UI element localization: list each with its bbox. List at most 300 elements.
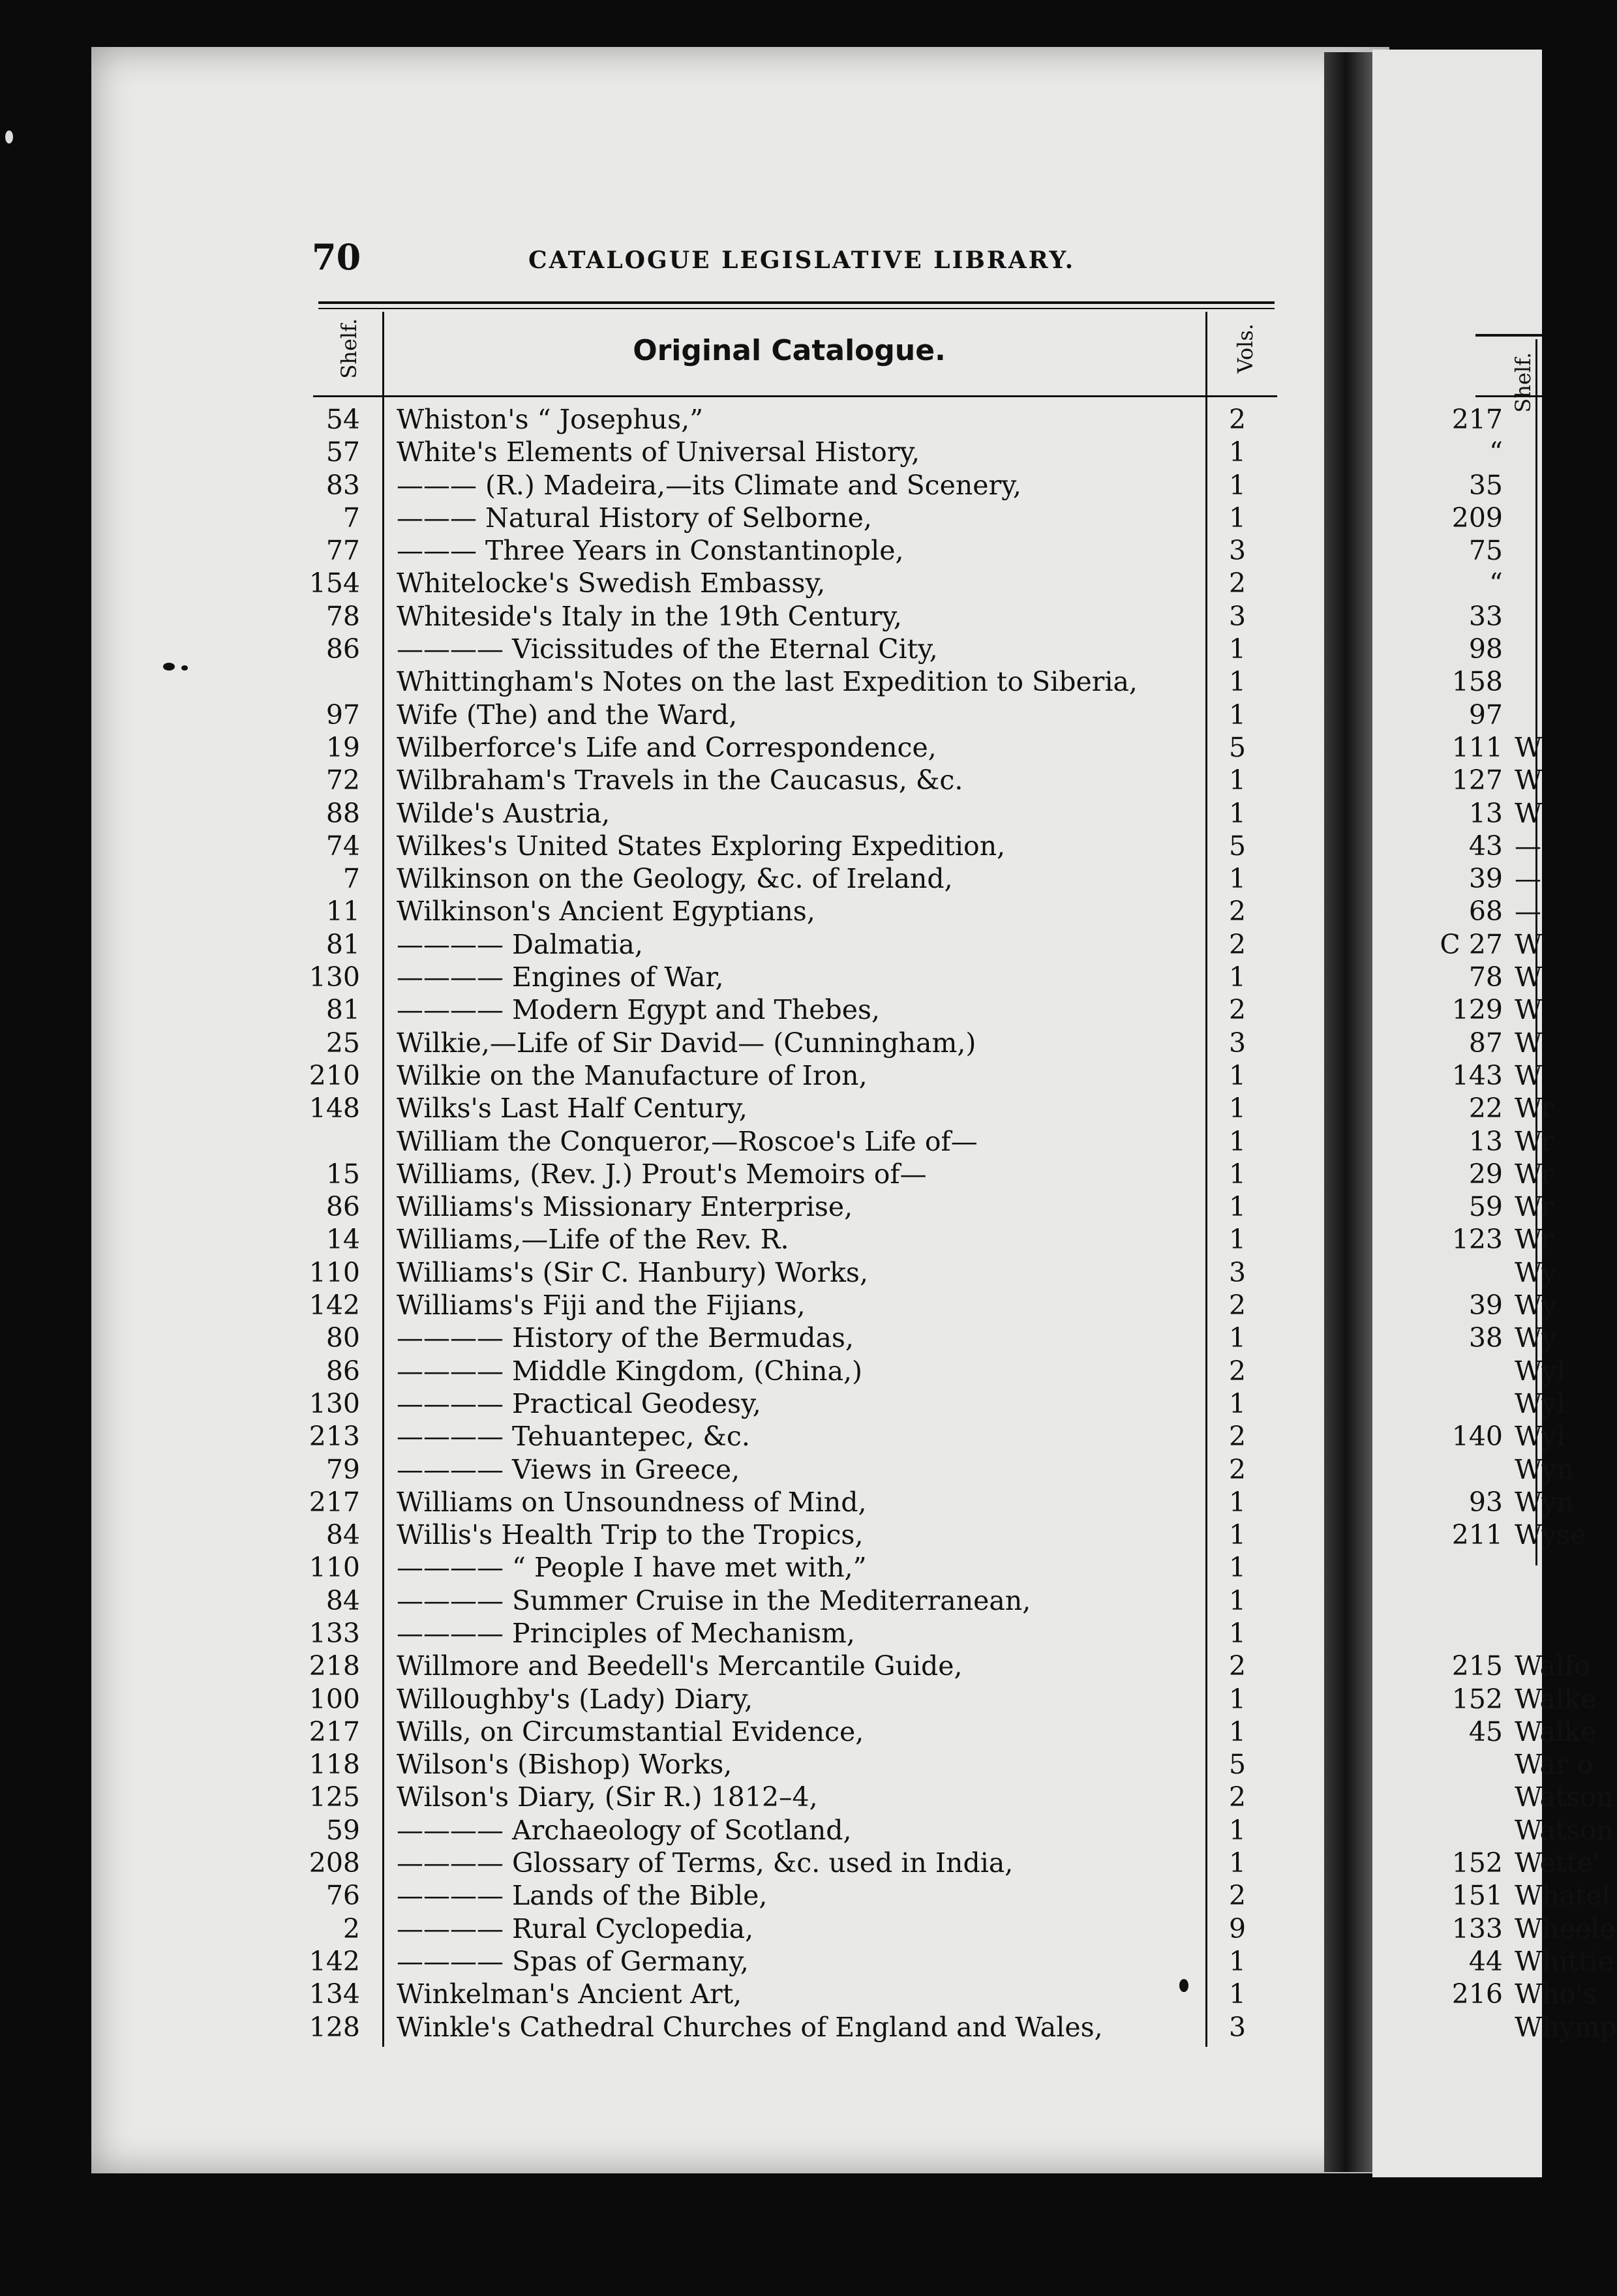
shelf-number: 14 bbox=[325, 1224, 360, 1256]
entry-row bbox=[0, 1289, 1324, 1322]
shelf-number: 148 bbox=[309, 1093, 360, 1125]
entry-title: ———— Principles of Mechanism, bbox=[397, 1617, 855, 1649]
facing-title-fragment: Whatel bbox=[1515, 1880, 1610, 1912]
entry-row bbox=[0, 1683, 1324, 1715]
facing-title-fragment: Wyn bbox=[1515, 1453, 1574, 1485]
entry-title: ———— “ People I have met with,” bbox=[397, 1552, 867, 1584]
facing-title-fragment: Wyl bbox=[1515, 1421, 1565, 1453]
facing-row bbox=[1372, 633, 1542, 665]
volume-count: 1 bbox=[1228, 1224, 1247, 1256]
entry-title: Wills, on Circumstantial Evidence, bbox=[397, 1715, 864, 1747]
facing-shelf-number: 127 bbox=[1451, 764, 1503, 796]
shelf-number: 80 bbox=[325, 1322, 360, 1354]
facing-title-fragment: Wyl bbox=[1515, 1355, 1565, 1387]
facing-shelf-number: 217 bbox=[1451, 404, 1503, 435]
volume-count: 1 bbox=[1228, 1978, 1247, 2010]
shelf-number: 7 bbox=[342, 502, 360, 534]
facing-shelf-number: C 27 bbox=[1440, 928, 1503, 960]
facing-shelf-number: 215 bbox=[1451, 1650, 1503, 1682]
shelf-column-header: Shelf. bbox=[337, 318, 361, 379]
facing-shelf-number: 143 bbox=[1451, 1059, 1503, 1091]
entry-title: Wilks's Last Half Century, bbox=[397, 1093, 748, 1125]
facing-row bbox=[1372, 665, 1542, 698]
entry-row bbox=[0, 469, 1324, 502]
shelf-number: 57 bbox=[325, 436, 360, 468]
volume-count: 1 bbox=[1228, 469, 1247, 501]
facing-row bbox=[1372, 797, 1542, 830]
entry-row bbox=[0, 436, 1324, 468]
entry-title: Wilkie on the Manufacture of Iron, bbox=[397, 1059, 868, 1091]
entry-title: ———— Views in Greece, bbox=[397, 1453, 740, 1485]
facing-shelf-number: 38 bbox=[1468, 1322, 1503, 1354]
entry-title: Whiteside's Italy in the 19th Century, bbox=[397, 600, 902, 632]
entry-title: Wife (The) and the Ward, bbox=[397, 699, 738, 731]
volume-count: 3 bbox=[1228, 1256, 1247, 1288]
facing-title-fragment: Walfo bbox=[1515, 1650, 1590, 1682]
shelf-number: 130 bbox=[309, 961, 360, 993]
shelf-number: 86 bbox=[325, 1191, 360, 1223]
facing-row bbox=[1372, 1486, 1574, 1518]
entry-row bbox=[0, 1256, 1324, 1289]
facing-row bbox=[1372, 1125, 1554, 1158]
entry-title: Wilson's Diary, (Sir R.) 1812–4, bbox=[397, 1781, 818, 1813]
facing-row bbox=[1372, 436, 1542, 468]
entry-row bbox=[0, 1650, 1324, 1682]
entry-row bbox=[0, 993, 1324, 1026]
volume-count: 1 bbox=[1228, 863, 1247, 895]
facing-shelf-number: 152 bbox=[1451, 1683, 1503, 1715]
entry-title: Wilberforce's Life and Correspondence, bbox=[397, 731, 937, 763]
facing-shelf-number: 78 bbox=[1468, 961, 1503, 993]
volume-count: 1 bbox=[1228, 1519, 1247, 1551]
entry-title: ———— Practical Geodesy, bbox=[397, 1387, 761, 1419]
facing-shelf-number: 13 bbox=[1468, 1125, 1503, 1157]
facing-row bbox=[1372, 1847, 1601, 1879]
facing-shelf-number: 13 bbox=[1468, 797, 1503, 829]
facing-title-fragment: Wr bbox=[1515, 1191, 1554, 1223]
facing-row bbox=[1372, 830, 1542, 862]
ink-speck bbox=[181, 665, 188, 671]
volume-count: 1 bbox=[1228, 699, 1247, 731]
shelf-number: 74 bbox=[325, 830, 360, 862]
facing-shelf-number: 33 bbox=[1468, 600, 1503, 632]
shelf-number: 15 bbox=[325, 1158, 360, 1190]
facing-title-fragment: Wr bbox=[1515, 1125, 1554, 1157]
volume-count: 1 bbox=[1228, 1322, 1247, 1354]
facing-shelf-number: 123 bbox=[1451, 1224, 1503, 1256]
top-double-rule-1 bbox=[318, 301, 1275, 304]
ink-speck bbox=[1179, 1979, 1188, 1992]
facing-shelf-number: 97 bbox=[1468, 699, 1503, 731]
facing-row bbox=[1372, 1027, 1542, 1059]
volume-count: 1 bbox=[1228, 502, 1247, 534]
facing-row bbox=[1372, 2011, 1617, 2044]
volume-count: 1 bbox=[1228, 1125, 1247, 1157]
shelf-number: 110 bbox=[309, 1552, 360, 1584]
volume-count: 5 bbox=[1228, 1749, 1247, 1781]
entry-row bbox=[0, 665, 1324, 698]
entry-row bbox=[0, 895, 1324, 928]
entry-title: Williams's Fiji and the Fijians, bbox=[397, 1290, 806, 1322]
volume-count: 1 bbox=[1228, 1486, 1247, 1518]
facing-row bbox=[1372, 1650, 1590, 1682]
volume-count: 1 bbox=[1228, 797, 1247, 829]
facing-row bbox=[1372, 895, 1542, 928]
volume-count: 2 bbox=[1228, 1880, 1247, 1912]
facing-shelf-number: 93 bbox=[1468, 1486, 1503, 1518]
facing-title-fragment: Walke bbox=[1515, 1683, 1597, 1715]
facing-title-fragment: W bbox=[1515, 764, 1543, 796]
entry-row bbox=[0, 633, 1324, 665]
entry-row bbox=[0, 1584, 1324, 1617]
volume-count: 1 bbox=[1228, 1617, 1247, 1649]
facing-title-fragment: W bbox=[1515, 928, 1543, 960]
facing-title-fragment: Wy bbox=[1515, 1322, 1557, 1354]
entry-row bbox=[0, 1617, 1324, 1650]
volume-count: 2 bbox=[1228, 404, 1247, 435]
volume-count: 3 bbox=[1228, 600, 1247, 632]
running-head: CATALOGUE LEGISLATIVE LIBRARY. bbox=[528, 247, 1076, 274]
facing-title-fragment: Wyse bbox=[1515, 1519, 1586, 1551]
entry-title: Williams's Missionary Enterprise, bbox=[397, 1191, 853, 1223]
facing-row bbox=[1372, 1387, 1565, 1420]
facing-shelf-number: 45 bbox=[1468, 1715, 1503, 1747]
volume-count: 1 bbox=[1228, 666, 1247, 698]
entry-title: Williams,—Life of the Rev. R. bbox=[397, 1224, 789, 1256]
entry-row bbox=[0, 1879, 1324, 1912]
shelf-number: 97 bbox=[325, 699, 360, 731]
facing-title-fragment: Wheele bbox=[1515, 1912, 1616, 1944]
entry-row bbox=[0, 1551, 1324, 1584]
volume-count: 2 bbox=[1228, 1650, 1247, 1682]
facing-row bbox=[1372, 469, 1542, 502]
shelf-number: 133 bbox=[309, 1617, 360, 1649]
shelf-number: 210 bbox=[309, 1059, 360, 1091]
volume-count: 1 bbox=[1228, 1158, 1247, 1190]
volume-count: 1 bbox=[1228, 961, 1247, 993]
facing-shelf-number: 68 bbox=[1468, 896, 1503, 928]
facing-shelf-number: “ bbox=[1489, 567, 1503, 599]
facing-row bbox=[1372, 502, 1542, 534]
volume-count: 1 bbox=[1228, 1584, 1247, 1616]
volume-count: 5 bbox=[1228, 731, 1247, 763]
facing-title-fragment: Wy bbox=[1515, 1290, 1557, 1322]
facing-row bbox=[1372, 1289, 1557, 1322]
shelf-number: 54 bbox=[325, 404, 360, 435]
entry-row bbox=[0, 1355, 1324, 1387]
volume-count: 3 bbox=[1228, 1027, 1247, 1059]
facing-title-fragment: W bbox=[1515, 1059, 1543, 1091]
facing-title-fragment: Who's bbox=[1515, 1978, 1597, 2010]
volume-count: 1 bbox=[1228, 633, 1247, 665]
volume-count: 2 bbox=[1228, 928, 1247, 960]
shelf-number: 128 bbox=[309, 2011, 360, 2043]
shelf-number: 72 bbox=[325, 764, 360, 796]
shelf-number: 59 bbox=[325, 1814, 360, 1846]
entry-title: Whitelocke's Swedish Embassy, bbox=[397, 567, 826, 599]
ink-speck bbox=[163, 663, 175, 671]
facing-row bbox=[1372, 1617, 1542, 1650]
facing-row bbox=[1372, 1978, 1597, 2010]
shelf-number: 213 bbox=[309, 1421, 360, 1453]
facing-row bbox=[1372, 1158, 1554, 1190]
shelf-number: 208 bbox=[309, 1847, 360, 1879]
volume-count: 2 bbox=[1228, 1453, 1247, 1485]
facing-row bbox=[1372, 1453, 1574, 1486]
top-double-rule-2 bbox=[318, 308, 1275, 309]
catalogue-entries bbox=[0, 403, 1324, 2044]
book-gutter bbox=[1324, 52, 1372, 2172]
entry-row bbox=[0, 1814, 1324, 1847]
facing-row bbox=[1372, 993, 1542, 1026]
facing-shelf-number: 216 bbox=[1451, 1978, 1503, 2010]
volume-count: 1 bbox=[1228, 1683, 1247, 1715]
facing-row bbox=[1372, 928, 1542, 961]
facing-row bbox=[1372, 1551, 1542, 1584]
header-bottom-rule bbox=[313, 395, 1277, 397]
facing-title-fragment: W bbox=[1515, 961, 1543, 993]
shelf-number: 2 bbox=[342, 1912, 360, 1944]
facing-row bbox=[1372, 1322, 1557, 1354]
entry-row bbox=[0, 928, 1324, 961]
facing-row bbox=[1372, 961, 1542, 993]
facing-shelf-number: 59 bbox=[1468, 1191, 1503, 1223]
entry-row bbox=[0, 1453, 1324, 1486]
facing-row bbox=[1372, 1420, 1565, 1453]
facing-row bbox=[1372, 1945, 1614, 1978]
facing-shelf-number: 152 bbox=[1451, 1847, 1503, 1879]
facing-title-fragment: W bbox=[1515, 797, 1543, 829]
entry-title: Wilkinson's Ancient Egyptians, bbox=[397, 896, 815, 928]
page-number: 70 bbox=[312, 236, 361, 278]
entry-title: Willmore and Beedell's Mercantile Guide, bbox=[397, 1650, 963, 1682]
volume-count: 2 bbox=[1228, 1355, 1247, 1387]
entry-title: ———— Rural Cyclopedia, bbox=[397, 1912, 754, 1944]
entry-title: William the Conqueror,—Roscoe's Life of— bbox=[397, 1125, 978, 1157]
shelf-number: 118 bbox=[309, 1749, 360, 1781]
entry-row bbox=[0, 1748, 1324, 1781]
facing-row bbox=[1372, 403, 1542, 436]
volume-count: 2 bbox=[1228, 1290, 1247, 1322]
facing-row bbox=[1372, 1814, 1614, 1847]
entry-row bbox=[0, 731, 1324, 764]
facing-title-fragment: — bbox=[1515, 863, 1541, 895]
facing-shelf-number: 140 bbox=[1451, 1421, 1503, 1453]
vols-column-header: Vols. bbox=[1233, 324, 1258, 374]
shelf-number: 142 bbox=[309, 1290, 360, 1322]
shelf-number: 81 bbox=[325, 994, 360, 1026]
facing-title-fragment: War o bbox=[1515, 1749, 1594, 1781]
shelf-number: 25 bbox=[325, 1027, 360, 1059]
entry-title: Williams on Unsoundness of Mind, bbox=[397, 1486, 867, 1518]
facing-shelf-number: “ bbox=[1489, 436, 1503, 468]
entry-title: Wilde's Austria, bbox=[397, 797, 611, 829]
entry-title: ———— Modern Egypt and Thebes, bbox=[397, 994, 881, 1026]
entry-title: Winkelman's Ancient Art, bbox=[397, 1978, 742, 2010]
entry-row bbox=[0, 830, 1324, 862]
shelf-number: 217 bbox=[309, 1715, 360, 1747]
volume-count: 9 bbox=[1228, 1912, 1247, 1944]
facing-shelf-number: 22 bbox=[1468, 1093, 1503, 1125]
facing-title-fragment: W bbox=[1515, 994, 1543, 1026]
shelf-number: 77 bbox=[325, 535, 360, 567]
shelf-number: 100 bbox=[309, 1683, 360, 1715]
facing-shelf-number: 44 bbox=[1468, 1945, 1503, 1977]
entry-row bbox=[0, 1715, 1324, 1748]
facing-title-fragment: Wyn bbox=[1515, 1486, 1574, 1518]
facing-title-fragment: W bbox=[1515, 1027, 1543, 1059]
entry-row bbox=[0, 1322, 1324, 1354]
entry-row bbox=[0, 1420, 1324, 1453]
volume-count: 3 bbox=[1228, 535, 1247, 567]
volume-count: 1 bbox=[1228, 1945, 1247, 1977]
facing-shelf-header: Shelf. bbox=[1511, 352, 1535, 413]
volume-count: 2 bbox=[1228, 994, 1247, 1026]
facing-row bbox=[1372, 1059, 1542, 1092]
facing-title-fragment: — bbox=[1515, 830, 1541, 862]
entry-title: ———— Engines of War, bbox=[397, 961, 724, 993]
entry-title: ———— Archaeology of Scotland, bbox=[397, 1814, 852, 1846]
volume-count: 2 bbox=[1228, 567, 1247, 599]
shelf-number: 81 bbox=[325, 928, 360, 960]
entry-row bbox=[0, 502, 1324, 534]
volume-count: 1 bbox=[1228, 764, 1247, 796]
entry-title: ——— (R.) Madeira,—its Climate and Scenery, bbox=[397, 469, 1021, 501]
shelf-number: 84 bbox=[325, 1519, 360, 1551]
table-title: Original Catalogue. bbox=[633, 334, 946, 367]
entry-row bbox=[0, 1912, 1324, 1945]
volume-count: 1 bbox=[1228, 1552, 1247, 1584]
shelf-number: 154 bbox=[309, 567, 360, 599]
volume-count: 1 bbox=[1228, 1059, 1247, 1091]
entry-title: ———— Summer Cruise in the Mediterranean, bbox=[397, 1584, 1031, 1616]
entry-row bbox=[0, 2011, 1324, 2044]
facing-shelf-number: 209 bbox=[1451, 502, 1503, 534]
shelf-number: 110 bbox=[309, 1256, 360, 1288]
facing-title-fragment: Wette' bbox=[1515, 1847, 1601, 1879]
facing-row bbox=[1372, 1912, 1616, 1945]
facing-row bbox=[1372, 1223, 1554, 1256]
entry-title: Williams, (Rev. J.) Prout's Memoirs of— bbox=[397, 1158, 927, 1190]
entry-title: Williams's (Sir C. Hanbury) Works, bbox=[397, 1256, 868, 1288]
entry-title: Winkle's Cathedral Churches of England and Wales, bbox=[397, 2011, 1103, 2043]
facing-shelf-number: 211 bbox=[1451, 1519, 1503, 1551]
entry-title: ———— Vicissitudes of the Eternal City, bbox=[397, 633, 938, 665]
volume-count: 2 bbox=[1228, 896, 1247, 928]
facing-row bbox=[1372, 1518, 1586, 1551]
entry-title: Wilkie,—Life of Sir David— (Cunningham,) bbox=[397, 1027, 976, 1059]
facing-title-fragment: Whymp bbox=[1515, 2011, 1617, 2043]
facing-row bbox=[1372, 1256, 1557, 1289]
shelf-number: 7 bbox=[342, 863, 360, 895]
entry-row bbox=[0, 1781, 1324, 1813]
facing-shelf-number: 43 bbox=[1468, 830, 1503, 862]
shelf-number: 79 bbox=[325, 1453, 360, 1485]
entry-row bbox=[0, 1125, 1324, 1158]
volume-count: 1 bbox=[1228, 1847, 1247, 1879]
entry-title: ———— Spas of Germany, bbox=[397, 1945, 749, 1977]
entry-row bbox=[0, 1223, 1324, 1256]
entry-row bbox=[0, 403, 1324, 436]
entry-title: Whiston's “ Josephus,” bbox=[397, 404, 704, 435]
facing-shelf-number: 158 bbox=[1451, 666, 1503, 698]
entry-row bbox=[0, 600, 1324, 633]
entry-row bbox=[0, 699, 1324, 731]
facing-shelf-number: 129 bbox=[1451, 994, 1503, 1026]
facing-row bbox=[1372, 1748, 1594, 1781]
facing-title-fragment: Wyl bbox=[1515, 1387, 1565, 1419]
facing-row bbox=[1372, 1190, 1554, 1223]
volume-count: 3 bbox=[1228, 2011, 1247, 2043]
ink-speck bbox=[5, 130, 13, 144]
facing-top-rule bbox=[1475, 334, 1542, 337]
facing-title-fragment: Whittie bbox=[1515, 1945, 1614, 1977]
entry-row bbox=[0, 961, 1324, 993]
facing-title-fragment: Walke bbox=[1515, 1715, 1597, 1747]
facing-row bbox=[1372, 600, 1542, 633]
volume-count: 1 bbox=[1228, 1191, 1247, 1223]
volume-count: 5 bbox=[1228, 830, 1247, 862]
entry-title: Wilkes's United States Exploring Expedition, bbox=[397, 830, 1006, 862]
entry-row bbox=[0, 1092, 1324, 1125]
entry-title: ——— Natural History of Selborne, bbox=[397, 502, 872, 534]
entry-title: ———— Middle Kingdom, (China,) bbox=[397, 1355, 863, 1387]
facing-row bbox=[1372, 567, 1542, 599]
entry-row bbox=[0, 567, 1324, 599]
facing-row bbox=[1372, 1092, 1554, 1125]
facing-shelf-number: 98 bbox=[1468, 633, 1503, 665]
entry-title: Wilson's (Bishop) Works, bbox=[397, 1749, 733, 1781]
entry-title: ———— Glossary of Terms, &c. used in India, bbox=[397, 1847, 1014, 1879]
facing-shelf-number: 75 bbox=[1468, 535, 1503, 567]
entry-row bbox=[0, 1190, 1324, 1223]
facing-row bbox=[1372, 1715, 1597, 1748]
facing-title-fragment: Wr bbox=[1515, 1158, 1554, 1190]
facing-shelf-number: 151 bbox=[1451, 1880, 1503, 1912]
shelf-number: 125 bbox=[309, 1781, 360, 1813]
shelf-number: 88 bbox=[325, 797, 360, 829]
entry-row bbox=[0, 1027, 1324, 1059]
entry-row bbox=[0, 1518, 1324, 1551]
facing-shelf-number: 29 bbox=[1468, 1158, 1503, 1190]
entry-row bbox=[0, 534, 1324, 567]
shelf-number: 83 bbox=[325, 469, 360, 501]
volume-count: 2 bbox=[1228, 1421, 1247, 1453]
shelf-number: 130 bbox=[309, 1387, 360, 1419]
entry-row bbox=[0, 862, 1324, 895]
facing-shelf-number: 35 bbox=[1468, 469, 1503, 501]
facing-title-fragment: Watson bbox=[1515, 1781, 1614, 1813]
entry-title: Willis's Health Trip to the Tropics, bbox=[397, 1519, 864, 1551]
entry-title: ———— Dalmatia, bbox=[397, 928, 643, 960]
facing-shelf-number: 39 bbox=[1468, 863, 1503, 895]
shelf-number: 217 bbox=[309, 1486, 360, 1518]
facing-row bbox=[1372, 1584, 1542, 1617]
facing-row bbox=[1372, 1879, 1610, 1912]
shelf-number: 11 bbox=[325, 896, 360, 928]
facing-row bbox=[1372, 699, 1542, 731]
shelf-number: 78 bbox=[325, 600, 360, 632]
facing-shelf-number: 133 bbox=[1451, 1912, 1503, 1944]
entry-title: Whittingham's Notes on the last Expedition to Siberia, bbox=[397, 666, 1138, 698]
facing-row bbox=[1372, 1683, 1597, 1715]
facing-shelf-number: 87 bbox=[1468, 1027, 1503, 1059]
facing-title-fragment: Wr bbox=[1515, 1093, 1554, 1125]
entry-title: Willoughby's (Lady) Diary, bbox=[397, 1683, 753, 1715]
facing-page-entries bbox=[1372, 403, 1617, 2044]
entry-row bbox=[0, 797, 1324, 830]
volume-count: 1 bbox=[1228, 1814, 1247, 1846]
